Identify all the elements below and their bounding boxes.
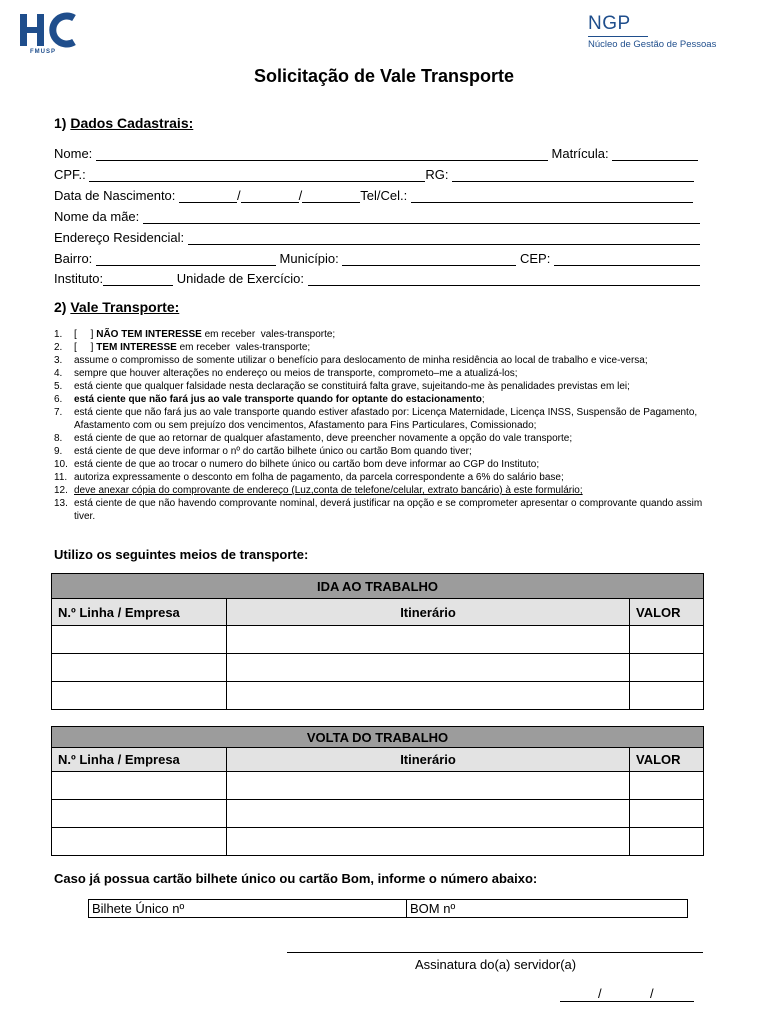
table-row	[52, 828, 704, 856]
nascimento-dia-field[interactable]	[179, 190, 237, 203]
row-bairro: Bairro: Município: CEP:	[54, 250, 700, 266]
matricula-field[interactable]	[612, 148, 698, 161]
date-field[interactable]: / /	[560, 986, 694, 1002]
vale-transporte-list	[54, 328, 704, 523]
list-item: 12. deve anexar cópia do comprovante de endereço (Luz,conta de telefone/celular, extrato bancário) à este formulário;	[54, 485, 583, 496]
nascimento-mes-field[interactable]	[241, 190, 299, 203]
list-item: 4. sempre que houver alterações no endereço ou meios de transporte, comprometo–me a atualizá-los;	[54, 368, 518, 379]
list-item: 10. está ciente de que ao trocar o numero do bilhete único ou cartão bom deve informar ao CGP do Instituto;	[54, 459, 540, 470]
signature-line[interactable]	[287, 952, 703, 953]
ida-col-valor: VALOR	[630, 599, 704, 626]
table-row	[52, 772, 704, 800]
row-nome: Nome: Matrícula:	[54, 145, 700, 161]
row-instituto: Instituto: Unidade de Exercício:	[54, 270, 700, 286]
cartao-heading: Caso já possua cartão bilhete único ou cartão Bom, informe o número abaixo:	[54, 871, 538, 886]
row-endereco: Endereço Residencial:	[54, 229, 700, 245]
page-title: Solicitação de Vale Transporte	[253, 66, 515, 86]
cep-field[interactable]	[554, 253, 700, 266]
volta-col-itinerario: Itinerário	[227, 748, 630, 772]
table-row	[52, 626, 704, 654]
hc-logo	[20, 12, 76, 55]
section2-heading: 2) Vale Transporte:	[54, 299, 180, 315]
list-item: 1. [ ] NÃO TEM INTERESSE em receber vales-transporte;	[54, 329, 336, 340]
volta-title: VOLTA DO TRABALHO	[52, 727, 704, 748]
ngp-logo-sub: Núcleo de Gestão de Pessoas	[588, 39, 717, 50]
row-mae: Nome da mãe:	[54, 208, 700, 224]
ngp-logo	[588, 14, 716, 50]
list-item: 13. está ciente de que não havendo comprovante nominal, deverá justificar na opção e se comprometer apresentar o comprovante quando assim tiver.	[54, 498, 705, 522]
list-item: 7. está ciente que não fará jus ao vale transporte quando estiver afastado por: Licença Maternidade, Licença INSS, Suspensão de Pagamento, Afastamento com ou sem prejuízo dos vencimentos, Afastamento para Fins Particulares, Comissionado;	[54, 407, 700, 431]
signature-label: Assinatura do(a) servidor(a)	[415, 957, 577, 972]
volta-col-valor: VALOR	[630, 748, 704, 772]
list-item: 2. [ ] TEM INTERESSE em receber vales-transporte;	[54, 342, 311, 353]
list-item: 9. está ciente de que deve informar o nº do cartão bilhete único ou cartão Bom quando tiver;	[54, 446, 472, 457]
list-item: 11. autoriza expressamente o desconto em folha de pagamento, da parcela correspondente a 6% do salário base;	[54, 472, 564, 483]
nome-field[interactable]	[96, 148, 548, 161]
list-item: 8. está ciente de que ao retornar de qualquer afastamento, deve preencher novamente a opção do vale transporte;	[54, 433, 573, 444]
unidade-field[interactable]	[308, 273, 700, 286]
row-cpf: CPF.: RG:	[54, 166, 700, 182]
row-nascimento: Data de Nascimento: / / Tel/Cel.:	[54, 187, 700, 203]
rg-field[interactable]	[452, 169, 694, 182]
list-item: 3. assume o compromisso de somente utilizar o benefício para deslocamento de minha residência ao local de trabalho e vice-versa;	[54, 355, 648, 366]
table-row	[52, 654, 704, 682]
ida-col-linha: N.º Linha / Empresa	[52, 599, 227, 626]
instituto-field[interactable]	[103, 273, 173, 286]
hc-logo-sub: FMUSP	[30, 49, 56, 55]
ida-table	[51, 573, 704, 710]
table-row	[52, 800, 704, 828]
hc-logo-icon	[20, 12, 76, 48]
cpf-field[interactable]	[89, 169, 425, 182]
ngp-logo-text: NGP	[588, 13, 631, 34]
bom-field[interactable]: BOM nº	[407, 900, 688, 918]
municipio-field[interactable]	[342, 253, 516, 266]
nascimento-ano-field[interactable]	[302, 190, 360, 203]
ida-title: IDA AO TRABALHO	[52, 574, 704, 599]
volta-col-linha: N.º Linha / Empresa	[52, 748, 227, 772]
table-row	[52, 682, 704, 710]
list-item: 5. está ciente que qualquer falsidade nesta declaração se constituirá falta grave, sujeitando-me às penalidades previstas em lei;	[54, 381, 630, 392]
list-item: 6. está ciente que não fará jus ao vale transporte quando for optante do estacionamento;	[54, 394, 485, 405]
volta-table	[51, 726, 704, 856]
meios-heading: Utilizo os seguintes meios de transporte:	[54, 547, 309, 562]
bilhete-table	[88, 899, 688, 918]
tel-field[interactable]	[411, 190, 693, 203]
mae-field[interactable]	[143, 211, 700, 224]
bairro-field[interactable]	[96, 253, 276, 266]
ida-col-itinerario: Itinerário	[227, 599, 630, 626]
bilhete-unico-field[interactable]: Bilhete Único nº	[89, 900, 407, 918]
endereco-field[interactable]	[188, 232, 700, 245]
section1-heading: 1) Dados Cadastrais:	[54, 115, 194, 131]
